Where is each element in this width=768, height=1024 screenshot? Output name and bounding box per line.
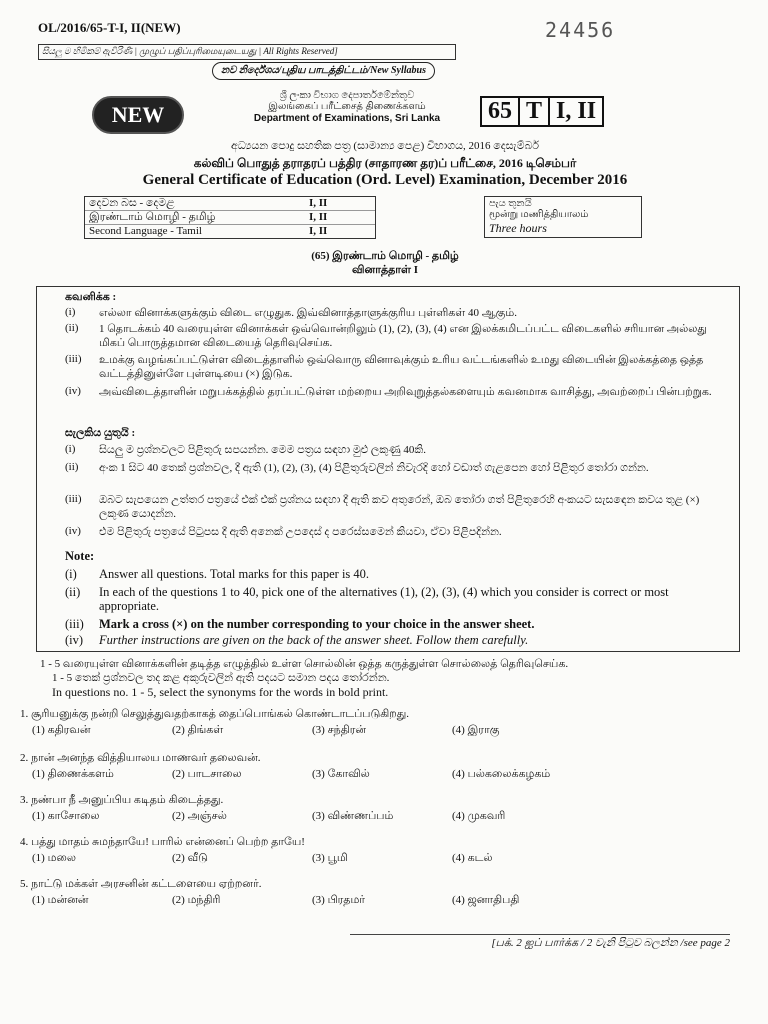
option[interactable]: (1) காசோலை xyxy=(32,810,100,822)
question-item: 1. சூரியனுக்கு நன்றி செலுத்துவதற்காகத் தைப்பொங்கல் கொண்டாடப்படுகிறது. (1) கதிரவன் (2) திங்கள் (3) சந்திரன் (4) இராகு xyxy=(20,708,720,738)
paper-code: OL/2016/65-T-I, II(NEW) xyxy=(38,20,181,35)
question-item: 2. நான் அனந்த வித்தியாலய மாணவர் தலைவன். (1) திணைக்களம் (2) பாடசாலை (3) கோவில் (4) பல்கலைக்கழகம் xyxy=(20,752,720,782)
question-item: 4. பத்து மாதம் சுமந்தாயே! பாரில் என்னைப் பெற்ற தாயே! (1) மலை (2) வீடு (3) பூமி (4) கடல் xyxy=(20,836,720,866)
paper-title: (65) இரண்டாம் மொழி - தமிழ் வினாத்தாள் I xyxy=(311,250,459,276)
option[interactable]: (4) ஜனாதிபதி xyxy=(452,894,520,906)
section-sinhala: 1 - 5 තෙක් ප්‍රශ්නවල තද කළ අකුරුවලින් ඇති පදයට සමාන පදය තෝරන්න. xyxy=(52,672,390,684)
subject-row: Second Language - Tamil I, II xyxy=(89,225,328,237)
section-english: In questions no. 1 - 5, select the synonyms for the words in bold print. xyxy=(52,685,389,699)
option[interactable]: (2) வீடு xyxy=(172,852,208,864)
option[interactable]: (1) திணைக்களம் xyxy=(32,768,114,780)
paper-number: 65 xyxy=(482,98,520,125)
paper-parts: I, II xyxy=(556,98,597,124)
exam-title-english: General Certificate of Education (Ord. Level) Examination, December 2016 xyxy=(142,172,628,188)
exam-title-tamil: கல்விப் பொதுத் தராதரப் பத்திர (சாதாரண தர)ப் பரீட்சை, 2016 டிசெம்பர் xyxy=(193,156,577,170)
instruction-item: (i) සියලු ම ප්‍රශ්නවලට පිළිතුරු සපයන්න. මෙම පත්‍රය සඳහා මුළු ලකුණු 40කි. xyxy=(65,443,427,456)
instruction-item: (ii) In each of the questions 1 to 40, pick one of the alternatives (1), (2), (3), (4) which you consider is correct or most appropriate. xyxy=(65,585,669,613)
instruction-item: (iv) එම පිළිතුරු පත්‍රයේ පිටුපස දී ඇති අනෙක් උපදෙස් ද පරෙස්සමෙන් කියවා, ඒවා පිළිපදින්න. xyxy=(65,525,502,538)
instruction-item: (iv) Further instructions are given on the back of the answer sheet. Follow them carefully. xyxy=(65,633,529,647)
exam-title-sinhala: අධ්‍යයන පොදු සහතික පත්‍ර (සාමාන්‍ය පෙළ) විභාගය, 2016 දෙසැම්බර් xyxy=(230,140,540,152)
instruction-item: (i) எல்லா வினாக்களுக்கும் விடை எழுதுக. இவ்வினாத்தாளுக்குரிய புள்ளிகள் 40 ஆகும். xyxy=(65,306,517,319)
duration-box xyxy=(484,196,642,238)
option[interactable]: (2) பாடசாலை xyxy=(172,768,242,780)
subject-row: දෙවන බස - දෙමළ I, II xyxy=(85,197,375,211)
subject-row: இரண்டாம் மொழி - தமிழ் I, II xyxy=(85,211,375,225)
question-item: 3. நண்பா நீ அனுப்பிய கடிதம் கிடைத்தது. (1) காசோலை (2) அஞ்சல் (3) விண்ணப்பம் (4) முகவரி xyxy=(20,794,720,824)
instruction-item: (iii) Mark a cross (×) on the number corresponding to your choice in the answer sheet. xyxy=(65,617,535,631)
english-note-heading: Note: xyxy=(65,549,95,563)
option[interactable]: (4) கடல் xyxy=(452,852,493,864)
option[interactable]: (1) மலை xyxy=(32,852,76,864)
option[interactable]: (2) மந்திரி xyxy=(172,894,221,906)
syllabus-badge: නව නිර්දේශය/புதிய பாடத்திட்டம்/New Syllabus xyxy=(212,62,435,80)
serial-number: 24456 xyxy=(545,18,616,42)
option[interactable]: (2) திங்கள் xyxy=(172,724,224,736)
section-tamil: 1 - 5 வரையுள்ள வினாக்களின் தடித்த எழுத்தில் உள்ள சொல்லின் ஒத்த கருத்துள்ள சொல்லைத் தெரிவுசெய்க. xyxy=(40,658,569,670)
tamil-instructions-heading: கவனிக்க : xyxy=(65,291,117,303)
option[interactable]: (3) சந்திரன் xyxy=(312,724,367,736)
instructions-box xyxy=(36,286,740,652)
option[interactable]: (1) மன்னன் xyxy=(32,894,89,906)
dept-english: Department of Examinations, Sri Lanka xyxy=(253,113,441,124)
instruction-item: (iii) உமக்கு வழங்கப்பட்டுள்ள விடைத்தாளில் ஒவ்வொரு வினாவுக்கும் உரிய வட்டங்களில் உமது விடையின் இலக்கத்தை ஒத்த வட்டத்தினுள்ளே புள்ளடியை (×) இடுக. xyxy=(65,353,704,380)
section-instructions xyxy=(40,658,730,700)
option[interactable]: (3) விண்ணப்பம் xyxy=(312,810,394,822)
paper-number-box xyxy=(480,96,604,127)
new-logo: NEW xyxy=(92,96,184,134)
dept-tamil: இலங்கைப் பரீட்சைத் திணைக்களம் xyxy=(268,101,426,112)
sinhala-instructions-heading: සැලකිය යුතුයි : xyxy=(65,427,136,439)
page-footer: [பக். 2 ஐப் பார்க்க / 2 වැනි පිටුව බලන්න /see page 2 xyxy=(350,934,730,951)
option[interactable]: (1) கதிரவன் xyxy=(32,724,91,736)
option[interactable]: (3) பிரதமர் xyxy=(312,894,366,906)
duration-tamil: மூன்று மணித்தியாலம் xyxy=(489,209,589,220)
department-block xyxy=(222,90,472,124)
instruction-item: (i) Answer all questions. Total marks for this paper is 40. xyxy=(65,567,370,581)
instruction-item: (iii) ඔබට සැපයෙන උත්තර පත්‍රයේ එක් එක් ප්‍රශ්නය සඳහා දී ඇති කව අතුරෙන්, ඔබ තෝරා ගත් පිළිතුරෙහි අංකයට සැසඳෙන කවය තුළ (×) ලකුණ යොදන්න. xyxy=(65,493,700,520)
duration-sinhala: පැය තුනයි xyxy=(489,198,532,209)
rights-notice: සියලු ම හිමිකම් ඇවිරිණි | முழுப் பதிப்புரிமையுடையது | All Rights Reserved] xyxy=(38,44,456,60)
question-item: 5. நாட்டு மக்கள் அரசனின் கட்டளையை ஏற்றனர். (1) மன்னன் (2) மந்திரி (3) பிரதமர் (4) ஜனாதிபதி xyxy=(20,878,720,908)
option[interactable]: (4) முகவரி xyxy=(452,810,506,822)
subject-table xyxy=(84,196,376,239)
paper-type: T xyxy=(520,98,550,125)
option[interactable]: (3) பூமி xyxy=(312,852,348,864)
instruction-item: (ii) 1 தொடக்கம் 40 வரையுள்ள வினாக்கள் ஒவ்வொன்றிலும் (1), (2), (3), (4) என இலக்கமிடப்பட்ட விடைகளில் சரியான அல்லது மிகப் பொருத்தமான விடையைத் தெரிவுசெய்க. xyxy=(65,322,707,349)
option[interactable]: (2) அஞ்சல் xyxy=(172,810,227,822)
instruction-item: (ii) අංක 1 සිට 40 තෙක් ප්‍රශ්නවල, දී ඇති (1), (2), (3), (4) පිළිතුරුවලින් නිවැරදි හෝ වඩාත් ගැළපෙන හෝ පිළිතුර තෝරා ගන්න. xyxy=(65,461,649,474)
dept-sinhala: ශ්‍රී ලංකා විභාග දෙපාර්තමේන්තුව xyxy=(279,90,415,101)
instruction-item: (iv) அவ்விடைத்தாளின் மறுபக்கத்தில் தரப்பட்டுள்ள மற்றைய அறிவுறுத்தல்களையும் கவனமாக வாசித்து, அவற்றைப் பின்பற்றுக. xyxy=(65,385,712,398)
duration-english: Three hours xyxy=(489,221,547,235)
option[interactable]: (4) பல்கலைக்கழகம் xyxy=(452,768,551,780)
option[interactable]: (4) இராகு xyxy=(452,724,500,736)
option[interactable]: (3) கோவில் xyxy=(312,768,370,780)
